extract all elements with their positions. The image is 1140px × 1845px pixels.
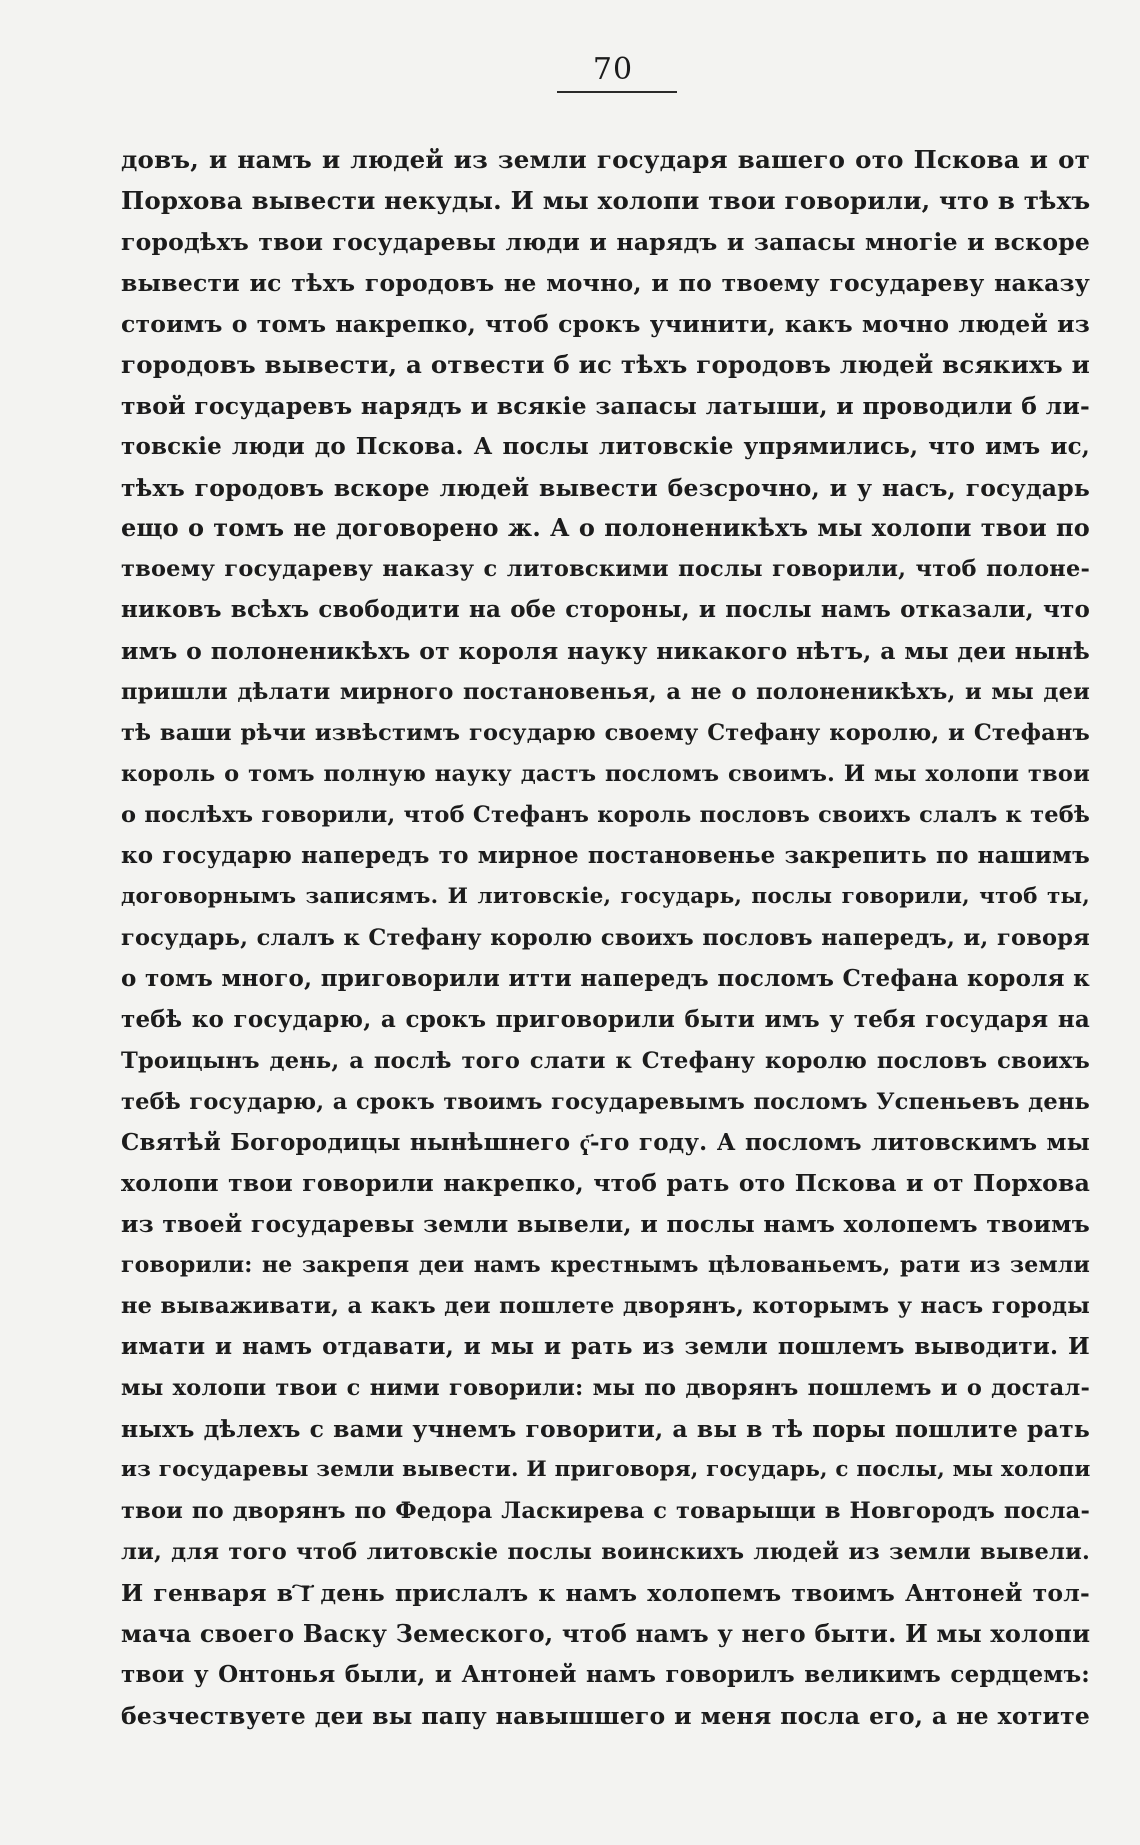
- text-line: о томъ много, приговорили итти напередъ посломъ Стефана короля к: [121, 964, 1090, 992]
- text-line: тѣ ваши рѣчи извѣстимъ государю своему Стефану королю, и Стефанъ: [121, 720, 1090, 747]
- body-text: [121, 140, 1090, 1737]
- text-line: холопи твои говорили накрепко, чтоб рать ото Пскова и от Порхова: [121, 1169, 1090, 1198]
- text-line: из государевы земли вывести. И приговоря, государь, с послы, мы холопи: [121, 1457, 1090, 1482]
- text-line: ещо о томъ не договорено ж. А о полоненикѣхъ мы холопи твои по: [121, 513, 1090, 543]
- text-line: не вываживати, а какъ деи пошлете дворянъ, которымъ у насъ городы: [121, 1293, 1090, 1320]
- text-line: городѣхъ твои государевы люди и нарядъ и запасы многіе и вскоре: [121, 227, 1090, 256]
- text-line: мы холопи твои с ними говорили: мы по дворянъ пошлемъ и о достал-: [121, 1375, 1090, 1402]
- text-line: король о томъ полную науку дастъ посломъ своимъ. И мы холопи твои: [121, 761, 1090, 788]
- text-line: тѣхъ городовъ вскоре людей вывести безсрочно, и у насъ, государь: [121, 473, 1090, 502]
- text-line: товскіе люди до Пскова. А послы литовскіе упрямились, что имъ ис,: [121, 432, 1090, 460]
- text-line: стоимъ о томъ накрепко, чтоб срокъ учинити, какъ мочно людей из: [121, 309, 1090, 338]
- text-line: имати и намъ отдавати, и мы и рать из земли пошлемъ выводити. И: [121, 1333, 1090, 1361]
- text-line: вывести ис тѣхъ городовъ не мочно, и по твоему государеву наказу: [121, 268, 1090, 297]
- header-rule: [557, 91, 677, 93]
- text-line: ныхъ дѣлехъ с вами учнемъ говорити, а вы в тѣ поры пошлите рать: [121, 1415, 1090, 1444]
- text-line: государь, слалъ к Стефану королю своихъ пословъ напередъ, и, говоря: [121, 924, 1090, 951]
- text-line: городовъ вывести, а отвести б ис тѣхъ городовъ людей всякихъ и: [121, 349, 1090, 379]
- text-line: безчествуете деи вы папу навышшего и меня посла его, а не хотите: [121, 1701, 1090, 1730]
- text-line: ли, для того чтоб литовскіе послы воинскихъ людей из земли вывели.: [121, 1538, 1090, 1565]
- text-line: никовъ всѣхъ свободити на обе стороны, и послы намъ отказали, что: [121, 596, 1090, 624]
- text-line: Порхова вывести некуды. И мы холопи твои говорили, что в тѣхъ: [121, 185, 1090, 215]
- page-number: 70: [592, 52, 634, 87]
- text-line: мача своего Васку Земеского, чтоб намъ у него быти. И мы холопи: [121, 1618, 1090, 1648]
- text-line: пришли дѣлати мирного постановенья, а не о полоненикѣхъ, и мы деи: [121, 679, 1090, 706]
- text-line: И генваря в ҇І҃ день прислалъ к намъ холопемъ твоимъ Антоней тол-: [121, 1578, 1090, 1607]
- text-line: договорнымъ записямъ. И литовскіе, государь, послы говорили, чтоб ты,: [121, 883, 1090, 909]
- text-line: Святѣй Богородицы нынѣшнего ҁ҃-го году. А посломъ литовскимъ мы: [121, 1128, 1090, 1156]
- text-line: Троицынъ день, а послѣ того слати к Стефану королю пословъ своихъ: [121, 1047, 1090, 1074]
- text-line: твоему государеву наказу с литовскими послы говорили, чтоб полоне-: [121, 556, 1090, 583]
- text-line: тебѣ ко государю, а срокъ приговорили быти имъ у тебя государя на: [121, 1005, 1090, 1033]
- text-line: имъ о полоненикѣхъ от короля науку никакого нѣтъ, а мы деи нынѣ: [121, 637, 1090, 666]
- text-line: о послѣхъ говорили, чтоб Стефанъ король пословъ своихъ слалъ к тебѣ: [121, 802, 1090, 828]
- text-line: твои у Онтонья были, и Антоней намъ говорилъ великимъ сердцемъ:: [121, 1660, 1090, 1688]
- text-line: говорили: не закрепя деи намъ крестнымъ цѣлованьемъ, рати из земли: [121, 1252, 1090, 1279]
- text-line: ко государю напередъ то мирное постановенье закрепить по нашимъ: [121, 841, 1090, 869]
- text-line: твой государевъ нарядъ и всякіе запасы латыши, и проводили б ли-: [121, 391, 1090, 420]
- text-line: из твоей государевы земли вывели, и послы намъ холопемъ твоимъ: [121, 1210, 1090, 1239]
- text-line: твои по дворянъ по Федора Ласкирева с товарыщи в Новгородъ посла-: [121, 1497, 1090, 1524]
- text-line: тебѣ государю, а срокъ твоимъ государевымъ посломъ Успеньевъ день: [121, 1088, 1090, 1115]
- text-line: довъ, и намъ и людей из земли государя вашего ото Пскова и от: [121, 145, 1090, 174]
